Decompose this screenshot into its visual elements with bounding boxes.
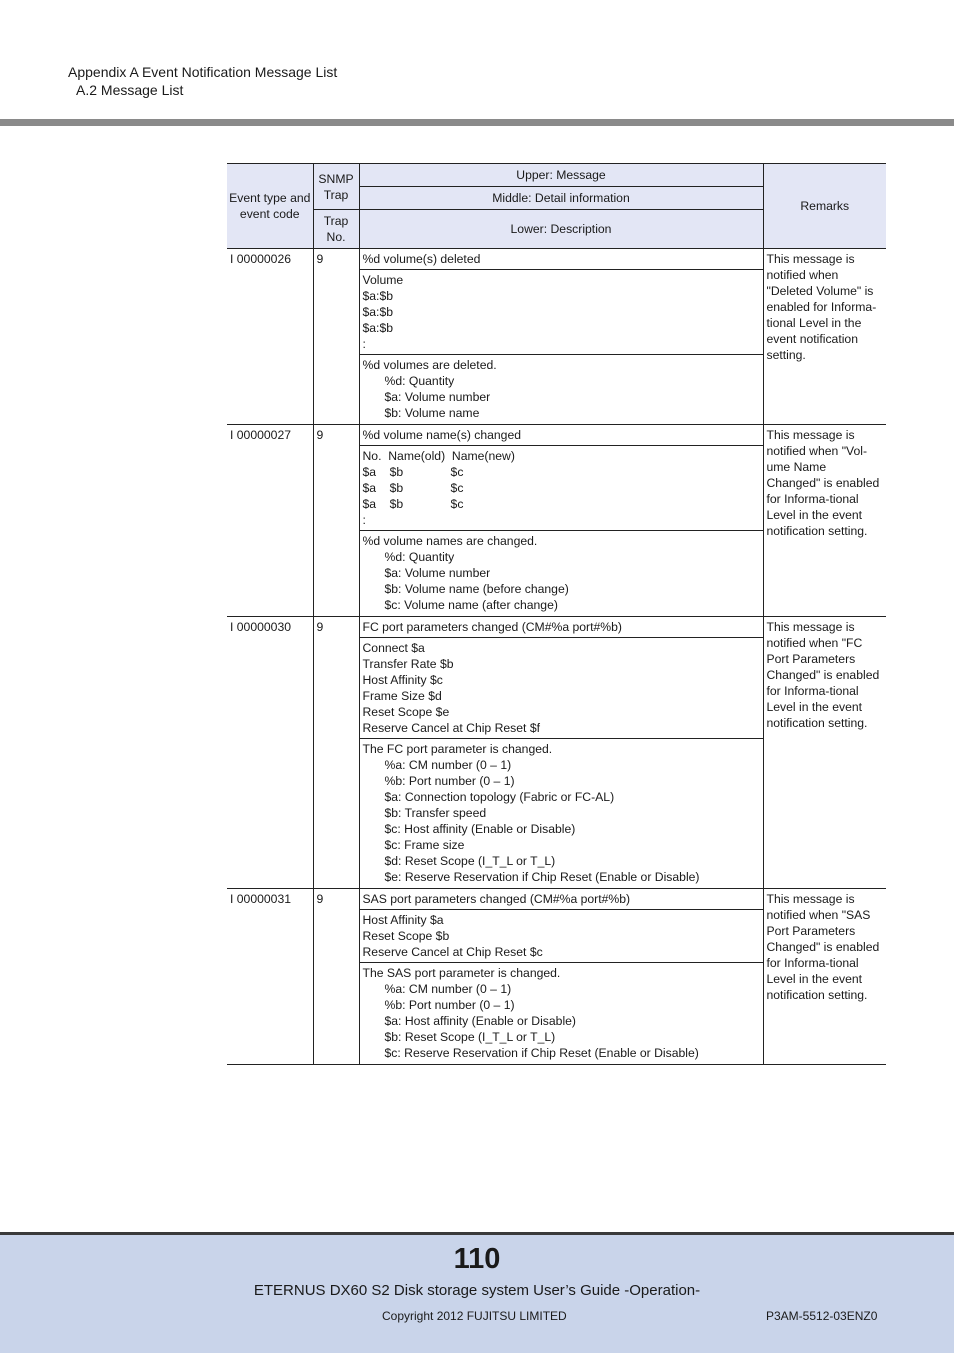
message-text: FC port parameters changed (CM#%a port#%b) [359,617,763,638]
description-line: $c: Host affinity (Enable or Disable) [384,822,576,836]
description-line: %b: Port number (0 – 1) [384,998,515,1012]
event-code: I 00000027 [227,425,313,617]
description [359,355,763,425]
remarks-text: This message is notified when "FC Port Parameters Changed" is enabled for Informa-tional Level in the event notification setting. [763,617,886,889]
description-line: %d: Quantity [384,550,455,564]
remarks-text: This message is notified when "SAS Port Parameters Changed" is enabled for Informa-tional Level in the event notification setting. [763,889,886,1065]
detail-line: Host Affinity $a [362,913,444,927]
description [359,739,763,889]
detail-line: Frame Size $d [362,689,442,703]
table-row [227,425,886,446]
running-header-section: A.2 Message List [76,82,184,98]
detail-line: Reset Scope $b [362,929,450,943]
description-line: $a: Volume number [384,566,491,580]
description-line: $c: Volume name (after change) [384,598,558,612]
message-text: %d volume name(s) changed [359,425,763,446]
description-line: $b: Reset Scope (I_T_L or T_L) [384,1030,556,1044]
table-row [227,889,886,910]
copyright: Copyright 2012 FUJITSU LIMITED [382,1309,567,1323]
table-row [227,249,886,270]
page-number: 110 [453,1243,501,1275]
detail-line: Host Affinity $c [362,673,443,687]
message-text: %d volume(s) deleted [359,249,763,270]
detail-line: : [362,513,366,527]
header-snmp-trap: SNMP Trap [313,164,359,210]
detail-information [359,446,763,531]
detail-line: $a $b $c [362,497,464,511]
description-line: $c: Frame size [384,838,465,852]
document-title: ETERNUS DX60 S2 Disk storage system User’s Guide -Operation- [253,1282,701,1299]
description-title: The SAS port parameter is changed. [362,966,561,980]
detail-line: Reset Scope $e [362,705,450,719]
description-line: $a: Volume number [384,390,491,404]
remarks-text: This message is notified when "Vol-ume Name Changed" is enabled for Informa-tional Level in the event notification setting. [763,425,886,617]
detail-line: No. Name(old) Name(new) [362,449,515,463]
trap-number: 9 [313,425,359,617]
detail-line: $a $b $c [362,465,464,479]
detail-information [359,270,763,355]
description-line: $a: Host affinity (Enable or Disable) [384,1014,576,1028]
detail-line: $a $b $c [362,481,464,495]
description [359,963,763,1065]
header-event-type: Event type and event code [227,164,313,249]
running-header-chapter: Appendix A Event Notification Message List [68,64,338,80]
description-line: %b: Port number (0 – 1) [384,774,515,788]
description-title: %d volume names are changed. [362,534,538,548]
detail-line: : [362,337,366,351]
description-line: $b: Transfer speed [384,806,487,820]
description-line: $d: Reset Scope (I_T_L or T_L) [384,854,556,868]
description-title: %d volumes are deleted. [362,358,497,372]
detail-line: Volume [362,273,404,287]
message-text: SAS port parameters changed (CM#%a port#%b) [359,889,763,910]
description-title: The FC port parameter is changed. [362,742,553,756]
detail-line: $a:$b [362,305,393,319]
description-line: %d: Quantity [384,374,455,388]
header-lower: Lower: Description [359,210,763,249]
message-table [227,163,886,1065]
trap-number: 9 [313,249,359,425]
description [359,531,763,617]
event-code: I 00000031 [227,889,313,1065]
description-line: $e: Reserve Reservation if Chip Reset (Enable or Disable) [384,870,700,884]
header-upper: Upper: Message [359,164,763,187]
trap-number: 9 [313,889,359,1065]
description-line: $b: Volume name (before change) [384,582,569,596]
detail-line: Reserve Cancel at Chip Reset $f [362,721,540,735]
detail-information [359,910,763,963]
detail-line: Reserve Cancel at Chip Reset $c [362,945,543,959]
description-line: %a: CM number (0 – 1) [384,758,512,772]
header-remarks: Remarks [763,164,886,249]
trap-number: 9 [313,617,359,889]
header-middle: Middle: Detail information [359,187,763,210]
description-line: %a: CM number (0 – 1) [384,982,512,996]
remarks-text: This message is notified when "Deleted Volume" is enabled for Informa-tional Level in the event notification setting. [763,249,886,425]
event-code: I 00000030 [227,617,313,889]
detail-line: Connect $a [362,641,425,655]
description-line: $b: Volume name [384,406,480,420]
detail-line: $a:$b [362,289,393,303]
description-line: $c: Reserve Reservation if Chip Reset (Enable or Disable) [384,1046,699,1060]
detail-line: $a:$b [362,321,393,335]
detail-line: Transfer Rate $b [362,657,454,671]
header-trap-no: Trap No. [313,210,359,249]
header-rule [0,119,954,126]
event-code: I 00000026 [227,249,313,425]
detail-information [359,638,763,739]
table-row [227,617,886,638]
description-line: $a: Connection topology (Fabric or FC-AL) [384,790,615,804]
document-code: P3AM-5512-03ENZ0 [766,1309,878,1323]
